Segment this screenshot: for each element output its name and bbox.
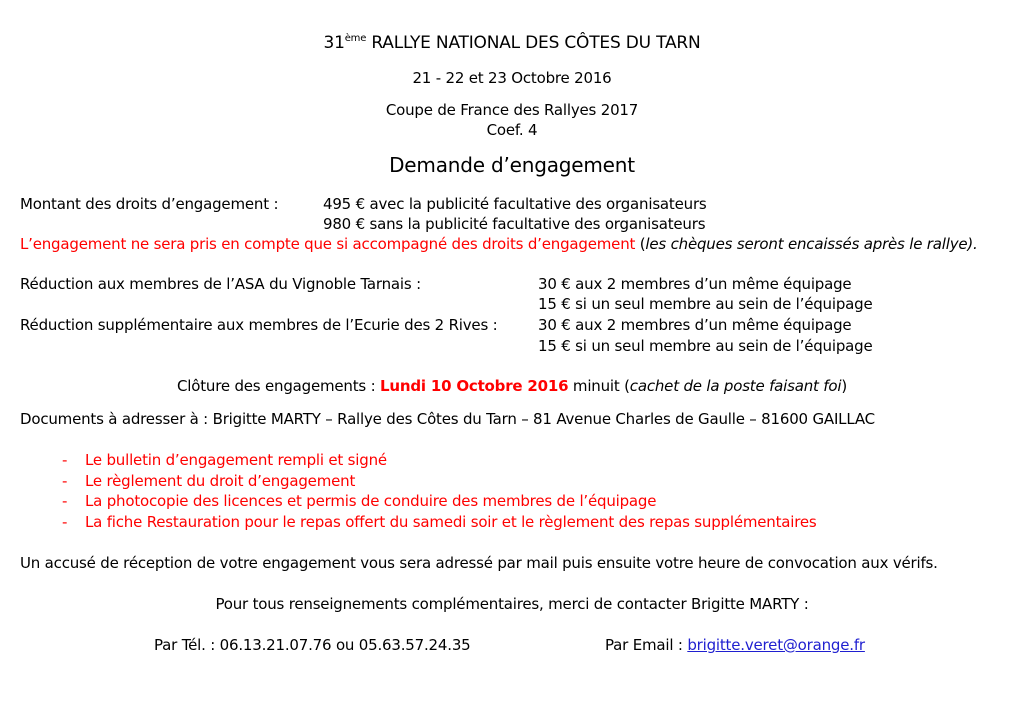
fees-warning <box>20 235 978 253</box>
doc-bullet: - <box>62 492 68 510</box>
reduction-asa-line2: 15 € si un seul membre au sein de l’équipage <box>538 295 873 313</box>
coefficient: Coef. 4 <box>486 121 538 139</box>
fees-warning-open: ( <box>635 235 646 253</box>
contact-email <box>605 636 865 654</box>
mailing-address: Documents à adresser à : Brigitte MARTY – Rallye des Côtes du Tarn – 81 Avenue Charles de Gaulle – 81600 GAILLAC <box>20 410 875 428</box>
contact-intro: Pour tous renseignements complémentaires, merci de contacter Brigitte MARTY : <box>215 595 809 613</box>
doc-bullet: - <box>62 513 68 531</box>
title-superscript: ème <box>344 33 367 44</box>
closing-line <box>0 377 1024 395</box>
fee-with-ads: 495 € avec la publicité facultative des organisateurs <box>323 195 707 213</box>
doc-item-3: La photocopie des licences et permis de conduire des membres de l’équipage <box>85 492 657 510</box>
reduction-ecurie-line1: 30 € aux 2 membres d’un même équipage <box>538 316 852 334</box>
closing-middle: minuit ( <box>568 377 630 395</box>
doc-bullet: - <box>62 451 68 469</box>
doc-bullet: - <box>62 472 68 490</box>
cup-name: Coupe de France des Rallyes 2017 <box>385 101 639 119</box>
fees-warning-red: L’engagement ne sera pris en compte que si accompagné des droits d’engagement <box>20 235 636 253</box>
closing-note: cachet de la poste faisant foi <box>629 377 842 395</box>
reduction-asa-line1: 30 € aux 2 membres d’un même équipage <box>538 275 852 293</box>
doc-item-4: La fiche Restauration pour le repas offert du samedi soir et le règlement des repas supplémentaires <box>85 513 817 531</box>
reduction-ecurie-line2: 15 € si un seul membre au sein de l’équipage <box>538 337 873 355</box>
reduction-asa-label: Réduction aux membres de l’ASA du Vignoble Tarnais : <box>20 275 421 293</box>
title-number: 31 <box>323 33 345 53</box>
closing-suffix: ) <box>841 377 847 395</box>
page-heading: Demande d’engagement <box>389 153 635 177</box>
doc-item-2: Le règlement du droit d’engagement <box>85 472 356 490</box>
fee-without-ads: 980 € sans la publicité facultative des organisateurs <box>323 215 706 233</box>
fees-warning-note: les chèques seront encaissés après le rallye). <box>645 235 978 253</box>
event-dates: 21 - 22 et 23 Octobre 2016 <box>412 69 612 87</box>
title-text: RALLYE NATIONAL DES CÔTES DU TARN <box>366 33 701 53</box>
doc-item-1: Le bulletin d’engagement rempli et signé <box>85 451 387 469</box>
reduction-ecurie-label: Réduction supplémentaire aux membres de l’Ecurie des 2 Rives : <box>20 316 498 334</box>
closing-date: Lundi 10 Octobre 2016 <box>380 377 569 395</box>
document-title <box>0 33 1024 53</box>
contact-phone: Par Tél. : 06.13.21.07.76 ou 05.63.57.24.35 <box>154 636 471 654</box>
closing-prefix: Clôture des engagements : <box>177 377 381 395</box>
fees-label: Montant des droits d’engagement : <box>20 195 279 213</box>
email-label: Par Email : <box>605 636 688 654</box>
email-link[interactable]: brigitte.veret@orange.fr <box>687 636 865 654</box>
acknowledgement-text: Un accusé de réception de votre engagement vous sera adressé par mail puis ensuite votre heure de convocation aux vérifs. <box>20 554 938 572</box>
